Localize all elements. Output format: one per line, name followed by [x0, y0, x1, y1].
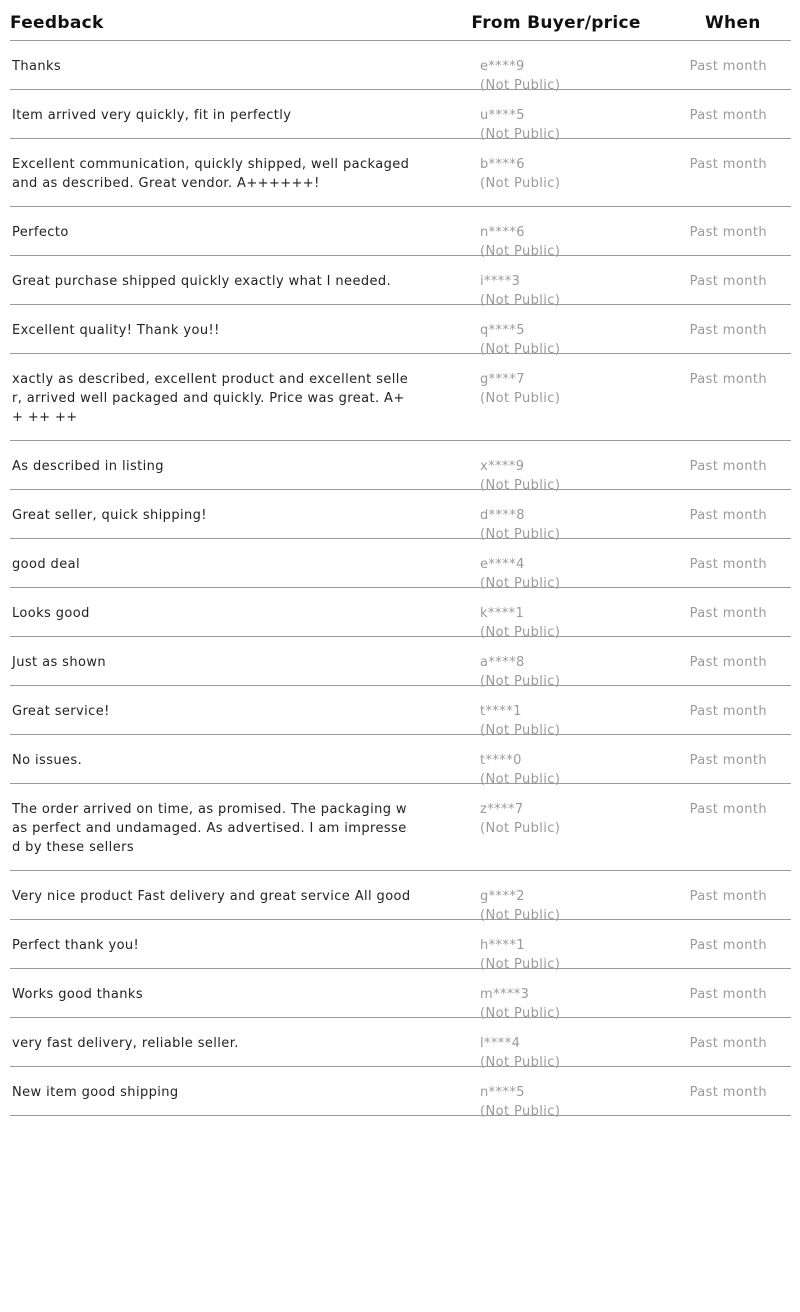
table-row [10, 441, 791, 493]
table-row [10, 305, 791, 357]
table-row [10, 256, 791, 308]
feedback-when: Past month [689, 753, 767, 768]
buyer-id: i****3 [480, 274, 521, 289]
table-row [10, 90, 791, 142]
feedback-when: Past month [689, 459, 767, 474]
feedback-when: Past month [689, 802, 767, 817]
feedback-text: very fast delivery, reliable seller. [12, 1036, 239, 1051]
buyer-id: t****0 [480, 753, 522, 768]
buyer-id: z****7 [480, 802, 524, 817]
header-when: When [704, 13, 761, 33]
table-row [10, 490, 791, 542]
buyer-id: q****5 [480, 323, 525, 338]
feedback-text: Works good thanks [12, 987, 144, 1002]
feedback-when: Past month [689, 59, 767, 74]
feedback-text: Item arrived very quickly, fit in perfectly [12, 108, 292, 123]
buyer-id: d****8 [480, 508, 525, 523]
table-row [10, 41, 791, 93]
visibility-note: (Not Public) [480, 391, 561, 406]
buyer-id: l****4 [480, 1036, 521, 1051]
table-row [10, 354, 791, 441]
table-row [10, 784, 791, 871]
feedback-text: Thanks [12, 59, 62, 74]
feedback-when: Past month [689, 557, 767, 572]
visibility-note: (Not Public) [480, 908, 561, 923]
table-row [10, 969, 791, 1021]
feedback-text: xactly as described, excellent product and excellent seller, arrived well packaged and quickly. Price was great. A++ ++ ++ [12, 372, 409, 425]
feedback-when: Past month [689, 372, 767, 387]
buyer-id: k****1 [480, 606, 525, 621]
feedback-when: Past month [689, 1036, 767, 1051]
buyer-id: g****7 [480, 372, 525, 387]
feedback-when: Past month [689, 508, 767, 523]
visibility-note: (Not Public) [480, 127, 561, 142]
buyer-id: h****1 [480, 938, 525, 953]
table-row [10, 920, 791, 972]
feedback-text: Just as shown [12, 655, 106, 670]
buyer-id: e****9 [480, 59, 525, 74]
table-row [10, 1018, 791, 1070]
buyer-id: t****1 [480, 704, 522, 719]
buyer-id: a****8 [480, 655, 525, 670]
feedback-text: good deal [12, 557, 80, 572]
feedback-text: Great seller, quick shipping! [12, 508, 207, 523]
buyer-id: g****2 [480, 889, 525, 904]
table-row [10, 637, 791, 689]
feedback-text: Excellent quality! Thank you!! [12, 323, 220, 338]
visibility-note: (Not Public) [480, 821, 561, 836]
visibility-note: (Not Public) [480, 1104, 561, 1119]
feedback-text: Excellent communication, quickly shipped, well packaged and as described. Great vendor. A++++++! [12, 157, 410, 191]
buyer-id: n****5 [480, 1085, 525, 1100]
feedback-when: Past month [689, 704, 767, 719]
feedback-text: Great purchase shipped quickly exactly what I needed. [12, 274, 392, 289]
visibility-note: (Not Public) [480, 478, 561, 493]
buyer-id: m****3 [480, 987, 530, 1002]
feedback-text: Great service! [12, 704, 110, 719]
feedback-when: Past month [689, 938, 767, 953]
table-header [10, 8, 791, 41]
feedback-when: Past month [689, 157, 767, 172]
buyer-id: x****9 [480, 459, 525, 474]
visibility-note: (Not Public) [480, 957, 561, 972]
feedback-text: No issues. [12, 753, 83, 768]
feedback-when: Past month [689, 323, 767, 338]
feedback-when: Past month [689, 108, 767, 123]
feedback-when: Past month [689, 1085, 767, 1100]
feedback-text: Very nice product Fast delivery and great service All good [12, 889, 411, 904]
table-row [10, 588, 791, 640]
visibility-note: (Not Public) [480, 527, 561, 542]
header-feedback: Feedback [10, 13, 104, 33]
feedback-text: Looks good [12, 606, 90, 621]
visibility-note: (Not Public) [480, 293, 561, 308]
visibility-note: (Not Public) [480, 772, 561, 787]
feedback-table [10, 8, 791, 1119]
visibility-note: (Not Public) [480, 674, 561, 689]
feedback-text: Perfect thank you! [12, 938, 140, 953]
table-row [10, 735, 791, 787]
visibility-note: (Not Public) [480, 78, 561, 93]
visibility-note: (Not Public) [480, 1006, 561, 1021]
table-row [10, 539, 791, 591]
buyer-id: b****6 [480, 157, 525, 172]
feedback-when: Past month [689, 889, 767, 904]
feedback-when: Past month [689, 655, 767, 670]
visibility-note: (Not Public) [480, 723, 561, 738]
buyer-id: e****4 [480, 557, 525, 572]
feedback-text: As described in listing [12, 459, 164, 474]
buyer-id: u****5 [480, 108, 525, 123]
visibility-note: (Not Public) [480, 342, 561, 357]
table-row [10, 207, 791, 259]
feedback-text: The order arrived on time, as promised. The packaging was perfect and undamaged. As advertised. I am impressed by these sellers [12, 802, 407, 855]
table-row [10, 871, 791, 923]
feedback-text: New item good shipping [12, 1085, 179, 1100]
table-row [10, 139, 791, 207]
visibility-note: (Not Public) [480, 244, 561, 259]
table-row [10, 1067, 791, 1119]
table-row [10, 686, 791, 738]
header-from-buyer-price: From Buyer/price [471, 13, 641, 33]
feedback-text: Perfecto [12, 225, 69, 240]
feedback-when: Past month [689, 225, 767, 240]
visibility-note: (Not Public) [480, 1055, 561, 1070]
feedback-when: Past month [689, 606, 767, 621]
visibility-note: (Not Public) [480, 625, 561, 640]
buyer-id: n****6 [480, 225, 525, 240]
feedback-when: Past month [689, 274, 767, 289]
visibility-note: (Not Public) [480, 576, 561, 591]
visibility-note: (Not Public) [480, 176, 561, 191]
feedback-when: Past month [689, 987, 767, 1002]
